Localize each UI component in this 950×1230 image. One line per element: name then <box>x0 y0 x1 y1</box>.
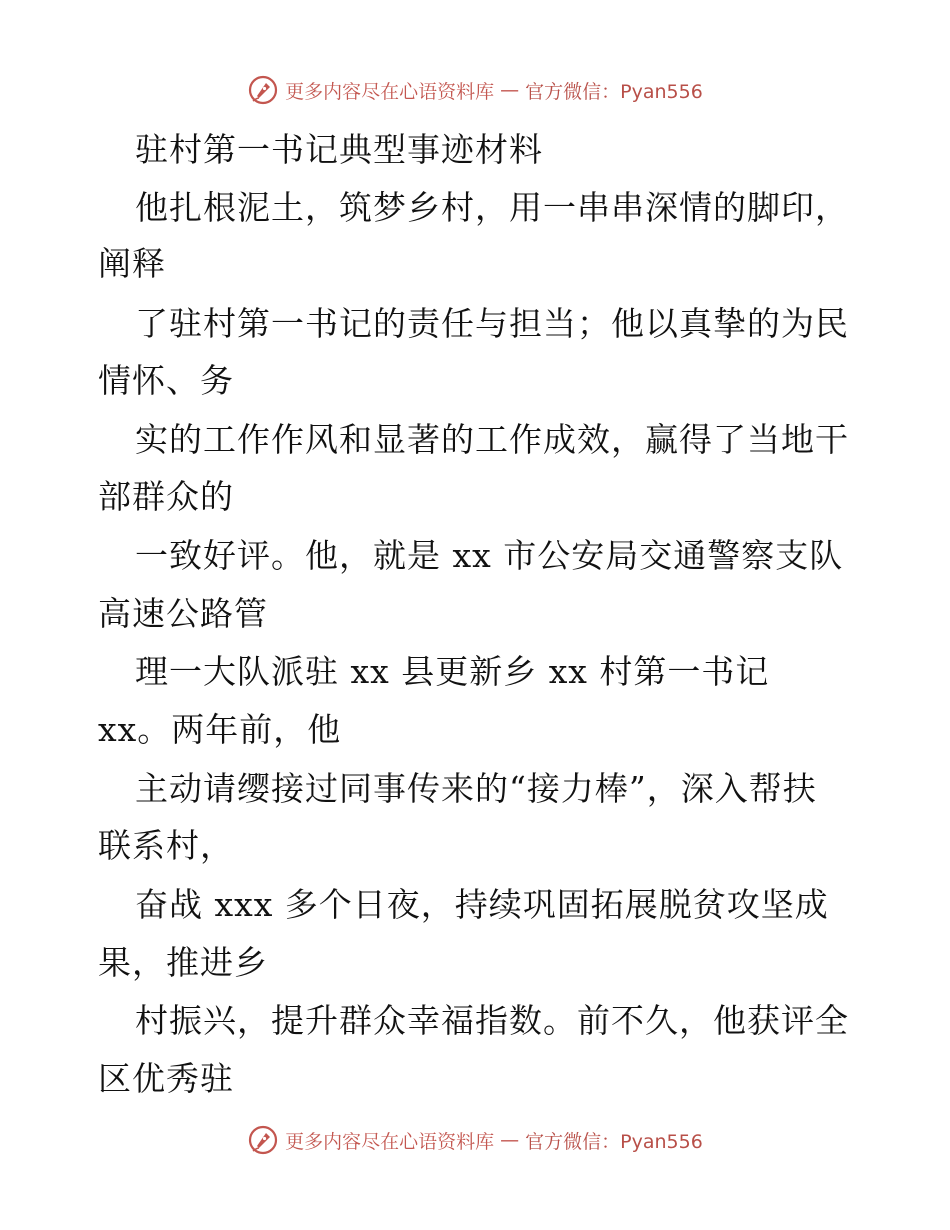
paragraph-line: 主动请缨接过同事传来的“接力棒”，深入帮扶 <box>135 769 817 808</box>
paragraph-line: 理一大队派驻 xx 县更新乡 xx 村第一书记 <box>135 652 770 691</box>
watermark-site-text: 更多内容尽在心语资料库 <box>285 1130 495 1153</box>
paragraph-line: 高速公路管 <box>98 594 268 633</box>
footer-watermark <box>0 1120 950 1160</box>
paragraph-line: 区优秀驻 <box>98 1059 234 1098</box>
watermark-site-text: 更多内容尽在心语资料库 <box>285 80 495 103</box>
paragraph-line: 实的工作作风和显著的工作成效，赢得了当地干 <box>135 420 849 459</box>
paragraph-line: 一致好评。他，就是 xx 市公安局交通警察支队 <box>135 536 844 575</box>
pen-nib-circle-icon <box>247 74 279 106</box>
paragraph-line: 情怀、务 <box>98 361 234 400</box>
paragraph-line: 他扎根泥土，筑梦乡村，用一串串深情的脚印， <box>135 188 849 227</box>
paragraph-line: 阐释 <box>98 244 166 283</box>
watermark-contact-text: 官方微信：Pyan556 <box>525 1130 703 1153</box>
paragraph-line: 村振兴，提升群众幸福指数。前不久，他获评全 <box>135 1001 849 1040</box>
pen-nib-circle-icon <box>247 1124 279 1156</box>
paragraph-line: 部群众的 <box>98 477 234 516</box>
paragraph-line: 奋战 xxx 多个日夜，持续巩固拓展脱贫攻坚成 <box>135 885 829 924</box>
header-watermark <box>0 70 950 110</box>
paragraph-line: 果，推进乡 <box>98 943 268 982</box>
watermark-dash: — <box>500 79 520 101</box>
document-title: 驻村第一书记典型事迹材料 <box>135 130 543 169</box>
paragraph-line: 联系村， <box>98 826 234 865</box>
watermark-dash: — <box>500 1129 520 1151</box>
watermark-contact-text: 官方微信：Pyan556 <box>525 80 703 103</box>
paragraph-line: xx。两年前，他 <box>98 710 342 749</box>
paragraph-line: 了驻村第一书记的责任与担当；他以真挚的为民 <box>135 304 849 343</box>
